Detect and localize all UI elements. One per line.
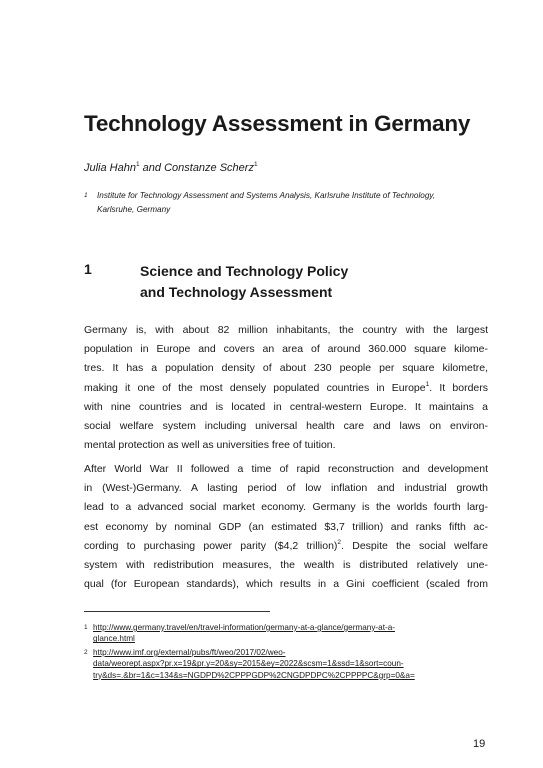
paragraph-line: population in Europe and covers an area of around 360.000 square kilome- — [84, 343, 488, 356]
footnote-link-line[interactable]: http://www.imf.org/external/pubs/ft/weo/2017/02/weo- — [93, 648, 286, 657]
paragraph-line: with nine countries and is located in central-western Europe. It maintains a — [84, 400, 488, 413]
author-name: Constanze Scherz — [164, 162, 254, 174]
footnote-link-line[interactable]: http://www.germany.travel/en/travel-information/germany-at-a-glance/germany-at-a- — [93, 623, 395, 632]
paragraph-line: mental protection as well as universities free of tuition. — [84, 439, 336, 452]
paragraph-text: cording to purchasing power parity ($4,2 trillion) — [84, 539, 338, 552]
footnote-link-line[interactable]: glance.html — [93, 634, 135, 644]
paragraph-line: After World War II followed a time of rapid reconstruction and development — [84, 463, 488, 475]
footnote-link[interactable] — [93, 647, 488, 681]
section-heading-line: Science and Technology Policy — [140, 263, 349, 279]
footnote-marker: 1 — [425, 380, 430, 388]
paragraph-text: making it one of the most densely populated countries in Europe — [84, 381, 426, 394]
author-name: Julia Hahn — [84, 162, 136, 174]
footnote-link[interactable] — [93, 622, 488, 645]
paragraph-line: est economy by nominal GDP (an estimated $3,7 trillion) and ranks fifth ac- — [84, 520, 488, 533]
section-heading-line: and Technology Assessment — [140, 284, 333, 300]
section-number: 1 — [84, 261, 92, 277]
author-connector: and — [139, 162, 165, 174]
footnote-number: 1 — [84, 624, 88, 631]
paragraph-line: Germany is, with about 82 million inhabitants, the country with the largest — [84, 324, 488, 336]
paragraph-line: in (West-)Germany. A lasting period of low inflation and industrial growth — [84, 482, 488, 495]
paragraph-text: . It borders — [429, 381, 488, 394]
affiliation-marker: 1 — [253, 161, 258, 168]
paragraph-line: qual (for European standards), which results in a Gini coefficient (scaled from — [84, 578, 488, 591]
paragraph-line — [84, 379, 488, 398]
page-number: 19 — [473, 738, 486, 750]
paragraph-line: tres. It has a population density of about 230 people per square kilometre, — [84, 362, 488, 375]
paragraph-line — [84, 537, 488, 556]
affiliation-line: Institute for Technology Assessment and Systems Analysis, Karlsruhe Institute of Technology, — [97, 191, 436, 200]
footnote-link-line[interactable]: try&ds=.&br=1&c=134&s=NGDPD%2CPPPGDP%2CNGDPDPC%2CPPPPC&grp=0&a= — [93, 670, 415, 680]
paper-title: Technology Assessment in Germany — [84, 111, 471, 136]
affiliation-marker: 1 — [135, 161, 140, 168]
paragraph-text: . Despite the social welfare — [341, 539, 488, 552]
paragraph-line: social welfare system including universal health care and laws on environ- — [84, 419, 488, 432]
footnote-marker: 2 — [337, 538, 342, 546]
affiliation-line: Karlsruhe, Germany — [97, 205, 171, 214]
affiliation-number: 1 — [84, 192, 88, 199]
footnote-divider — [84, 611, 270, 612]
body-paragraph — [84, 321, 488, 455]
section-heading — [140, 261, 348, 303]
paragraph-line: system with redistribution measures, the wealth is distributed relatively une- — [84, 558, 488, 571]
footnote-link-line[interactable]: data/weorept.aspx?pr.x=19&pr.y=20&sy=2015&ey=2022&scsm=1&ssd=1&sort=coun- — [93, 659, 404, 669]
paragraph-line: lead to a advanced social market economy. Germany is the worlds fourth larg- — [84, 501, 488, 514]
affiliation-text — [97, 189, 490, 217]
author-line — [84, 162, 258, 174]
body-paragraph — [84, 460, 488, 594]
footnote-number: 2 — [84, 649, 88, 656]
